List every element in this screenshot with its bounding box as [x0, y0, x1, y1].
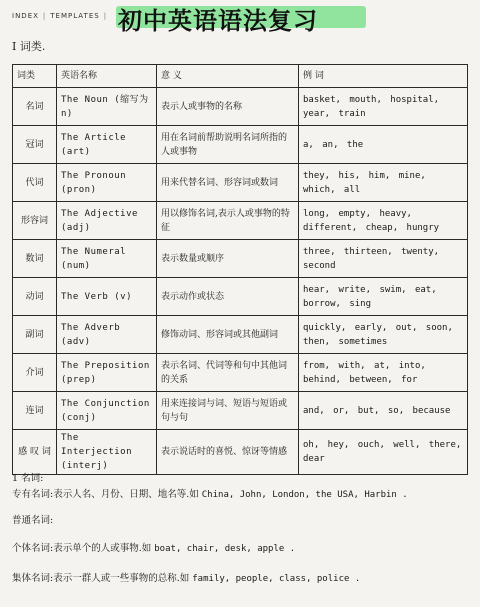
page-title: 初中英语语法复习	[118, 6, 318, 35]
cell-english-name: The Adverb (adv)	[57, 316, 157, 354]
table-row	[13, 278, 468, 316]
cell-examples: from, with, at, into, behind, between, for	[299, 354, 468, 392]
cell-examples: and, or, but, so, because	[299, 392, 468, 430]
proper-noun-label: 专有名词:	[12, 489, 54, 500]
cell-category: 感 叹 词	[13, 430, 57, 475]
cell-meaning: 表示说话时的喜悦、惊讶等情感	[157, 430, 299, 475]
cell-english-name: The Verb (v)	[57, 278, 157, 316]
cell-english-name: The Preposition (prep)	[57, 354, 157, 392]
collective-noun-line	[12, 570, 468, 588]
cell-examples: a, an, the	[299, 126, 468, 164]
table-row	[13, 164, 468, 202]
cell-meaning: 用以修饰名词,表示人或事物的特征	[157, 202, 299, 240]
cell-category: 动词	[13, 278, 57, 316]
cell-category: 数词	[13, 240, 57, 278]
cell-english-name: The Article (art)	[57, 126, 157, 164]
word-class-table	[12, 64, 468, 475]
common-noun-heading: 普通名词:	[12, 515, 54, 526]
proper-noun-line	[12, 486, 468, 512]
cell-category: 冠词	[13, 126, 57, 164]
table-row	[13, 126, 468, 164]
cell-category: 介词	[13, 354, 57, 392]
brand-index: INDEX	[12, 12, 39, 20]
cell-examples: three, thirteen, twenty, second	[299, 240, 468, 278]
table-row	[13, 240, 468, 278]
noun-notes	[12, 470, 468, 588]
cell-examples: long, empty, heavy, different, cheap, hungry	[299, 202, 468, 240]
cell-category: 连词	[13, 392, 57, 430]
cell-english-name: The Numeral (num)	[57, 240, 157, 278]
notes-heading: 1 名词:	[12, 473, 44, 484]
cell-meaning: 用来连接词与词、短语与短语或句与句	[157, 392, 299, 430]
cell-english-name: The Adjective (adj)	[57, 202, 157, 240]
cell-category: 代词	[13, 164, 57, 202]
cell-english-name: The Pronoun (pron)	[57, 164, 157, 202]
collective-noun-text: 表示一群人或一些事物的总称.如	[53, 573, 190, 584]
header-english-name: 英语名称	[57, 65, 157, 88]
collective-noun-label: 集体名词:	[12, 573, 54, 584]
cell-meaning: 修饰动词、形容词或其他副词	[157, 316, 299, 354]
title-area	[108, 0, 368, 35]
brand-separator: |	[103, 12, 108, 20]
cell-examples: oh, hey, ouch, well, there, dear	[299, 430, 468, 475]
brand-templates: TEMPLATES	[50, 12, 100, 20]
cell-examples: hear, write, swim, eat, borrow, sing	[299, 278, 468, 316]
cell-english-name: The Interjection (interj)	[57, 430, 157, 475]
table-row	[13, 202, 468, 240]
cell-meaning: 用在名词前帮助说明名词所指的人或事物	[157, 126, 299, 164]
table-row	[13, 392, 468, 430]
table-row	[13, 88, 468, 126]
table-header-row	[13, 65, 468, 88]
brand-tabs	[12, 12, 111, 20]
cell-category: 副词	[13, 316, 57, 354]
header-examples: 例 词	[299, 65, 468, 88]
proper-noun-examples: China, John, London, the USA, Harbin .	[201, 490, 408, 500]
cell-meaning: 表示人或事物的名称	[157, 88, 299, 126]
brand-separator: |	[42, 12, 47, 20]
collective-noun-examples: family, people, class, police .	[192, 574, 361, 584]
table-row	[13, 316, 468, 354]
cell-english-name: The Noun (缩写为n)	[57, 88, 157, 126]
individual-noun-label: 个体名词:	[12, 543, 54, 554]
individual-noun-line	[12, 540, 468, 570]
individual-noun-text: 表示单个的人或事物.如	[53, 543, 152, 554]
table-row	[13, 354, 468, 392]
cell-meaning: 用来代替名词、形容词或数词	[157, 164, 299, 202]
header-category: 词类	[13, 65, 57, 88]
header-meaning: 意 义	[157, 65, 299, 88]
table-row	[13, 430, 468, 475]
proper-noun-text: 表示人名、月份、日期、地名等.如	[53, 489, 199, 500]
cell-meaning: 表示数量或顺序	[157, 240, 299, 278]
cell-meaning: 表示动作或状态	[157, 278, 299, 316]
cell-meaning: 表示名词、代词等和句中其他词的关系	[157, 354, 299, 392]
section-heading: I 词类.	[12, 40, 46, 53]
cell-examples: basket, mouth, hospital, year, train	[299, 88, 468, 126]
individual-noun-examples: boat, chair, desk, apple .	[154, 544, 296, 554]
cell-examples: quickly, early, out, soon, then, sometimes	[299, 316, 468, 354]
cell-examples: they, his, him, mine, which, all	[299, 164, 468, 202]
cell-english-name: The Conjunction (conj)	[57, 392, 157, 430]
cell-category: 形容词	[13, 202, 57, 240]
cell-category: 名词	[13, 88, 57, 126]
